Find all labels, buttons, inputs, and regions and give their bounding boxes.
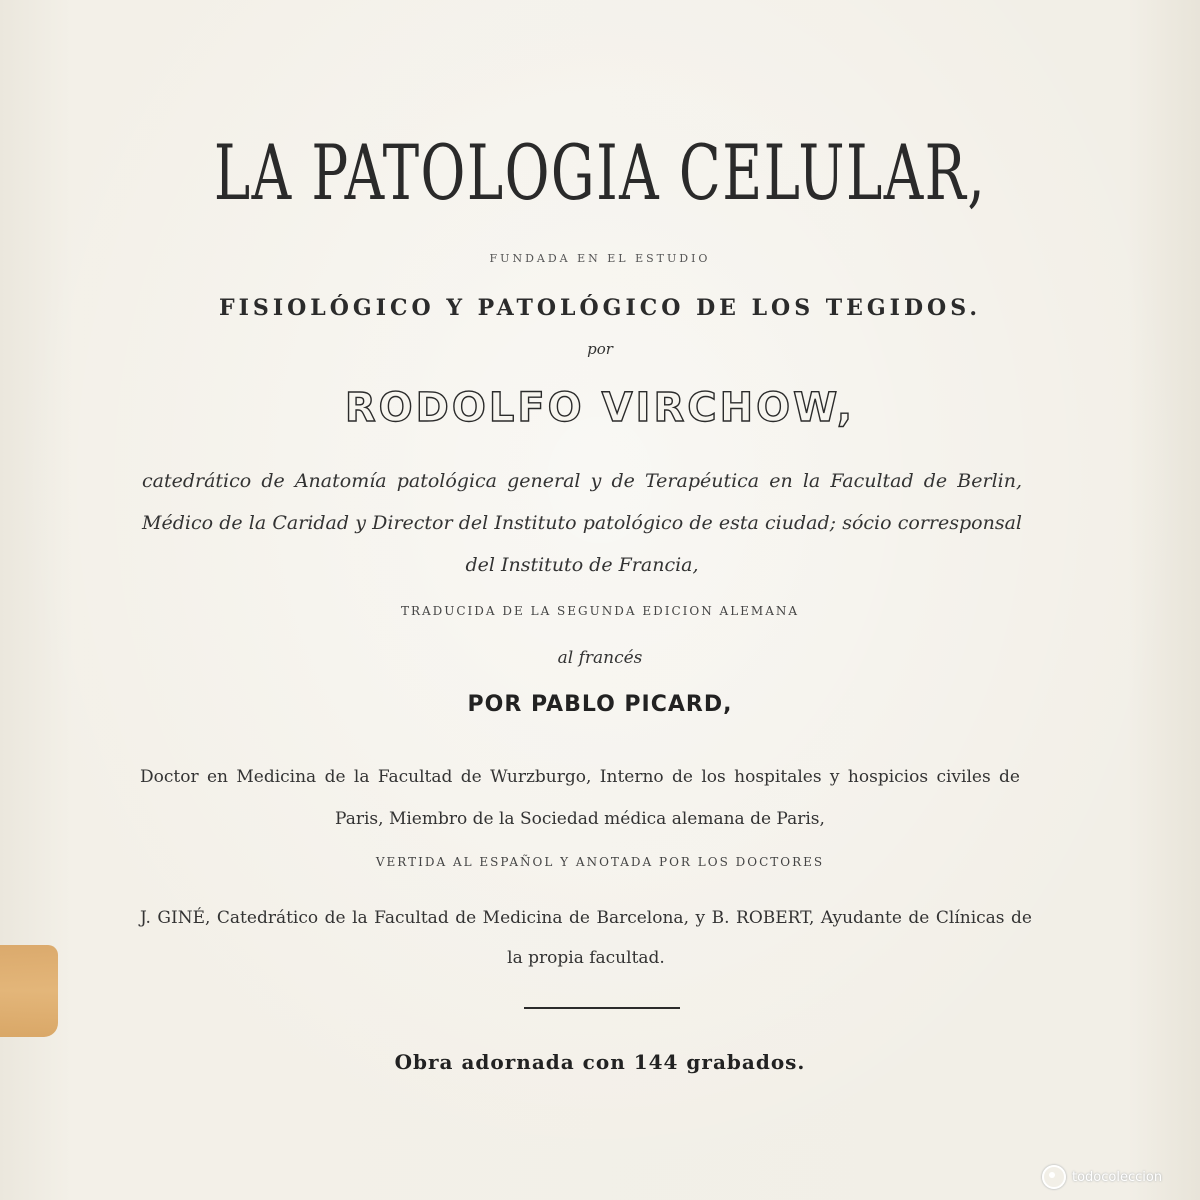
por-label: por [587, 340, 613, 358]
illustrations-note: Obra adornada con 144 grabados. [394, 1050, 806, 1074]
watermark-text: todocoleccion [1072, 1169, 1163, 1185]
translation-note: TRADUCIDA DE LA SEGUNDA EDICION ALEMANA [400, 604, 800, 618]
al-frances-label: al francés [557, 648, 643, 668]
todocoleccion-logo-icon [1042, 1165, 1066, 1189]
translator-description: Doctor en Medicina de la Facultad de Wurzburgo, Interno de los hospitales y hospicios civiles de Paris, Miembro de la Sociedad médica alemana de Paris, [140, 767, 1020, 829]
spanish-translation-note: VERTIDA AL ESPAÑOL Y ANOTADA POR LOS DOCTORES [375, 855, 825, 869]
paper-stain [0, 945, 58, 1037]
divider-rule [524, 1007, 680, 1009]
subtitle-main: FISIOLÓGICO Y PATOLÓGICO DE LOS TEGIDOS. [219, 295, 981, 321]
subtitle-small: FUNDADA EN EL ESTUDIO [489, 252, 711, 265]
book-title: LA PATOLOGIA CELULAR, [213, 128, 987, 217]
author-description: catedrático de Anatomía patológica general y de Terapéutica en la Facultad de Berlin, Médico de la Caridad y Director del Instituto patológico de esta ciudad; sócio corresponsal del Instituto de Francia, [142, 470, 1022, 576]
author-name: RODOLFO VIRCHOW, [344, 385, 856, 431]
translator-name: POR PABLO PICARD, [467, 692, 733, 717]
watermark [1042, 1164, 1192, 1190]
doctors-description: J. GINÉ, Catedrático de la Facultad de Medicina de Barcelona, y B. ROBERT, Ayudante de Clínicas de la propia facultad. [140, 908, 1032, 968]
